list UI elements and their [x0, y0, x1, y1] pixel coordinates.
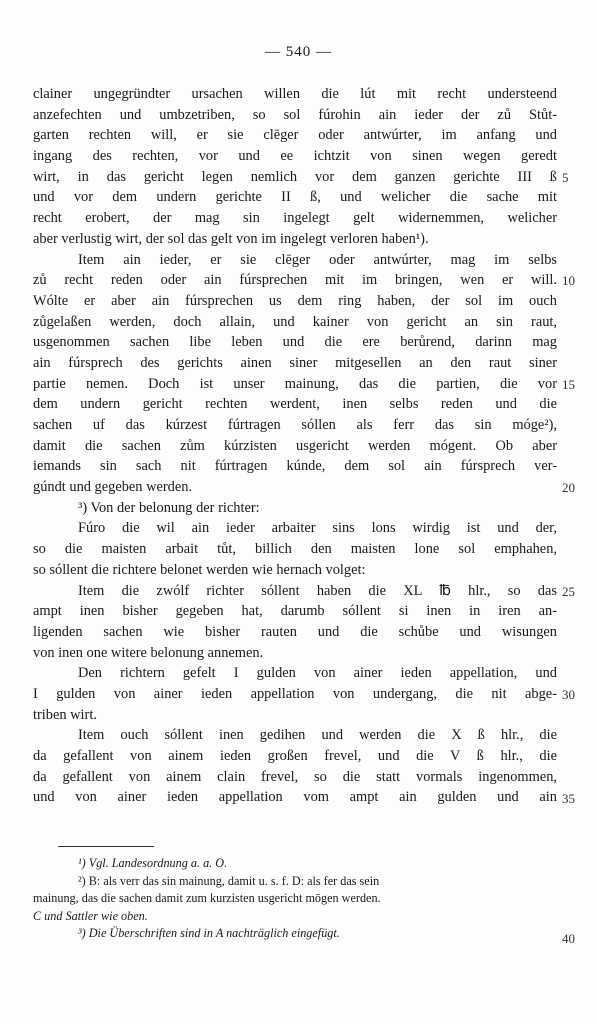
text-line: von inen one witere belonung annemen.: [33, 644, 264, 661]
text-line: triben wirt.: [33, 706, 97, 723]
footnote-line: C und Sattler wie oben.: [33, 908, 148, 923]
footnote-line: ³) Die Überschriften sind in A nachträglich eingefügt.: [78, 926, 340, 941]
text-line: recht erobert, der mag sin ingelegt gelt widernemmen, welicher: [33, 210, 557, 227]
text-line: partie nemen. Doch ist unser mainung, das die partien, die vor: [33, 375, 557, 392]
text-line: clainer ungegründter ursachen willen die lút mit recht understeend: [33, 86, 557, 102]
page-number: — 540 —: [265, 44, 332, 60]
footnotes: [33, 855, 557, 943]
text-line: wirt, in das gericht legen nemlich vor dem ganzen gerichte III ß: [33, 168, 557, 185]
text-line: Item ouch sóllent inen gedihen und werden die X ß hlr., die: [78, 727, 557, 744]
text-line: da gefallent von ainem ieden großen frevel, und die V ß hlr., die: [33, 748, 557, 764]
text-line: Item ain ieder, er sie clēger oder antwúrter, mag im selbs: [78, 251, 557, 268]
margin-line-number: 35: [562, 790, 575, 806]
text-line: ampt inen bisher gegeben hat, darumb sóllent si inen in iren an-: [33, 603, 557, 620]
text-line: so sóllent die richtere belonet werden wie hernach volget:: [33, 561, 366, 578]
text-line: ain fúrsprech des gerichts ainen siner mitgesellen an den raut siner: [33, 354, 557, 371]
text-line: I gulden von ainer ieden appellation von undergang, die nit abge-: [33, 685, 557, 702]
text-line: sachen uf das kúrzest fúrtragen sóllen als ferr das sin móge²),: [33, 417, 557, 433]
text-line: zů recht reden oder ain fúrsprechen mit im bringen, wen er will.: [33, 272, 557, 289]
footnote-rule: [58, 846, 154, 847]
footnote-line: mainung, das die sachen damit zum kurzisten usgericht mōgen werden.: [33, 891, 381, 906]
margin-line-number: 20: [562, 480, 575, 496]
text-line: zůgelaßen werden, doch allain, und kainer von gericht an sin raut,: [33, 313, 557, 330]
text-line: ³) Von der belonung der richter:: [78, 499, 260, 516]
body-text: [33, 84, 557, 808]
text-line: so die maisten arbait tůt, billich den maisten lone sol emphahen,: [33, 541, 557, 558]
margin-line-number: 15: [562, 376, 575, 392]
text-line: und vor dem undern gerichte II ß, und welicher die sache mit: [33, 189, 557, 206]
text-line: Fúro die wil ain ieder arbaiter sins lons wirdig ist und der,: [78, 520, 557, 537]
text-line: iemands sin sach nit fúrtragen kúnde, dem sol ain fúrsprech ver-: [33, 458, 557, 475]
text-line: Item die zwólf richter sóllent haben die XL ℔ hlr., so das: [78, 582, 557, 599]
text-line: anzefechten und umbzetriben, so sol fúrohin ain ieder der zů Stůt-: [33, 106, 557, 123]
footnote-line: ¹) Vgl. Landesordnung a. a. O.: [78, 856, 228, 870]
text-line: damit die sachen zům kúrzisten usgericht werden mógent. Ob aber: [33, 437, 557, 454]
margin-line-number: 25: [562, 583, 575, 599]
margin-line-number: 5: [562, 169, 569, 185]
text-line: dem undern gericht rechten werdent, inen selbs reden und die: [33, 396, 557, 413]
text-line: da gefallent von ainem clain frevel, so die statt vormals ingenommen,: [33, 768, 557, 785]
text-line: garten rechten will, er sie clēger oder antwúrter, im anfang und: [33, 127, 557, 144]
margin-line-number: 10: [562, 273, 575, 289]
text-line: ligenden sachen wie bisher rauten und die schůbe und wisungen: [33, 623, 557, 640]
text-line: gúndt und gegeben werden.: [33, 479, 193, 496]
text-line: aber verlustig wirt, der sol das gelt von im ingelegt verloren haben¹).: [33, 230, 429, 247]
margin-line-number: 30: [562, 687, 575, 703]
text-line: Wólte er aber ain fúrsprechen us dem ring haben, der sol im ouch: [33, 292, 557, 309]
text-line: Den richtern gefelt I gulden von ainer ieden appellation, und: [78, 665, 557, 682]
margin-line-number: 40: [562, 931, 575, 946]
footnote-line: ²) B: als verr das sin mainung, damit u. s. f. D: als fer das sein: [78, 873, 380, 888]
text-line: und von ainer ieden appellation vom ampt ain gulden und ain: [33, 789, 557, 806]
text-line: ingang des rechten, vor und ee ichtzit von sinen wegen geredt: [33, 148, 557, 165]
text-line: usgenommen sachen libe leben und die ere berůrend, darinn mag: [33, 334, 557, 351]
